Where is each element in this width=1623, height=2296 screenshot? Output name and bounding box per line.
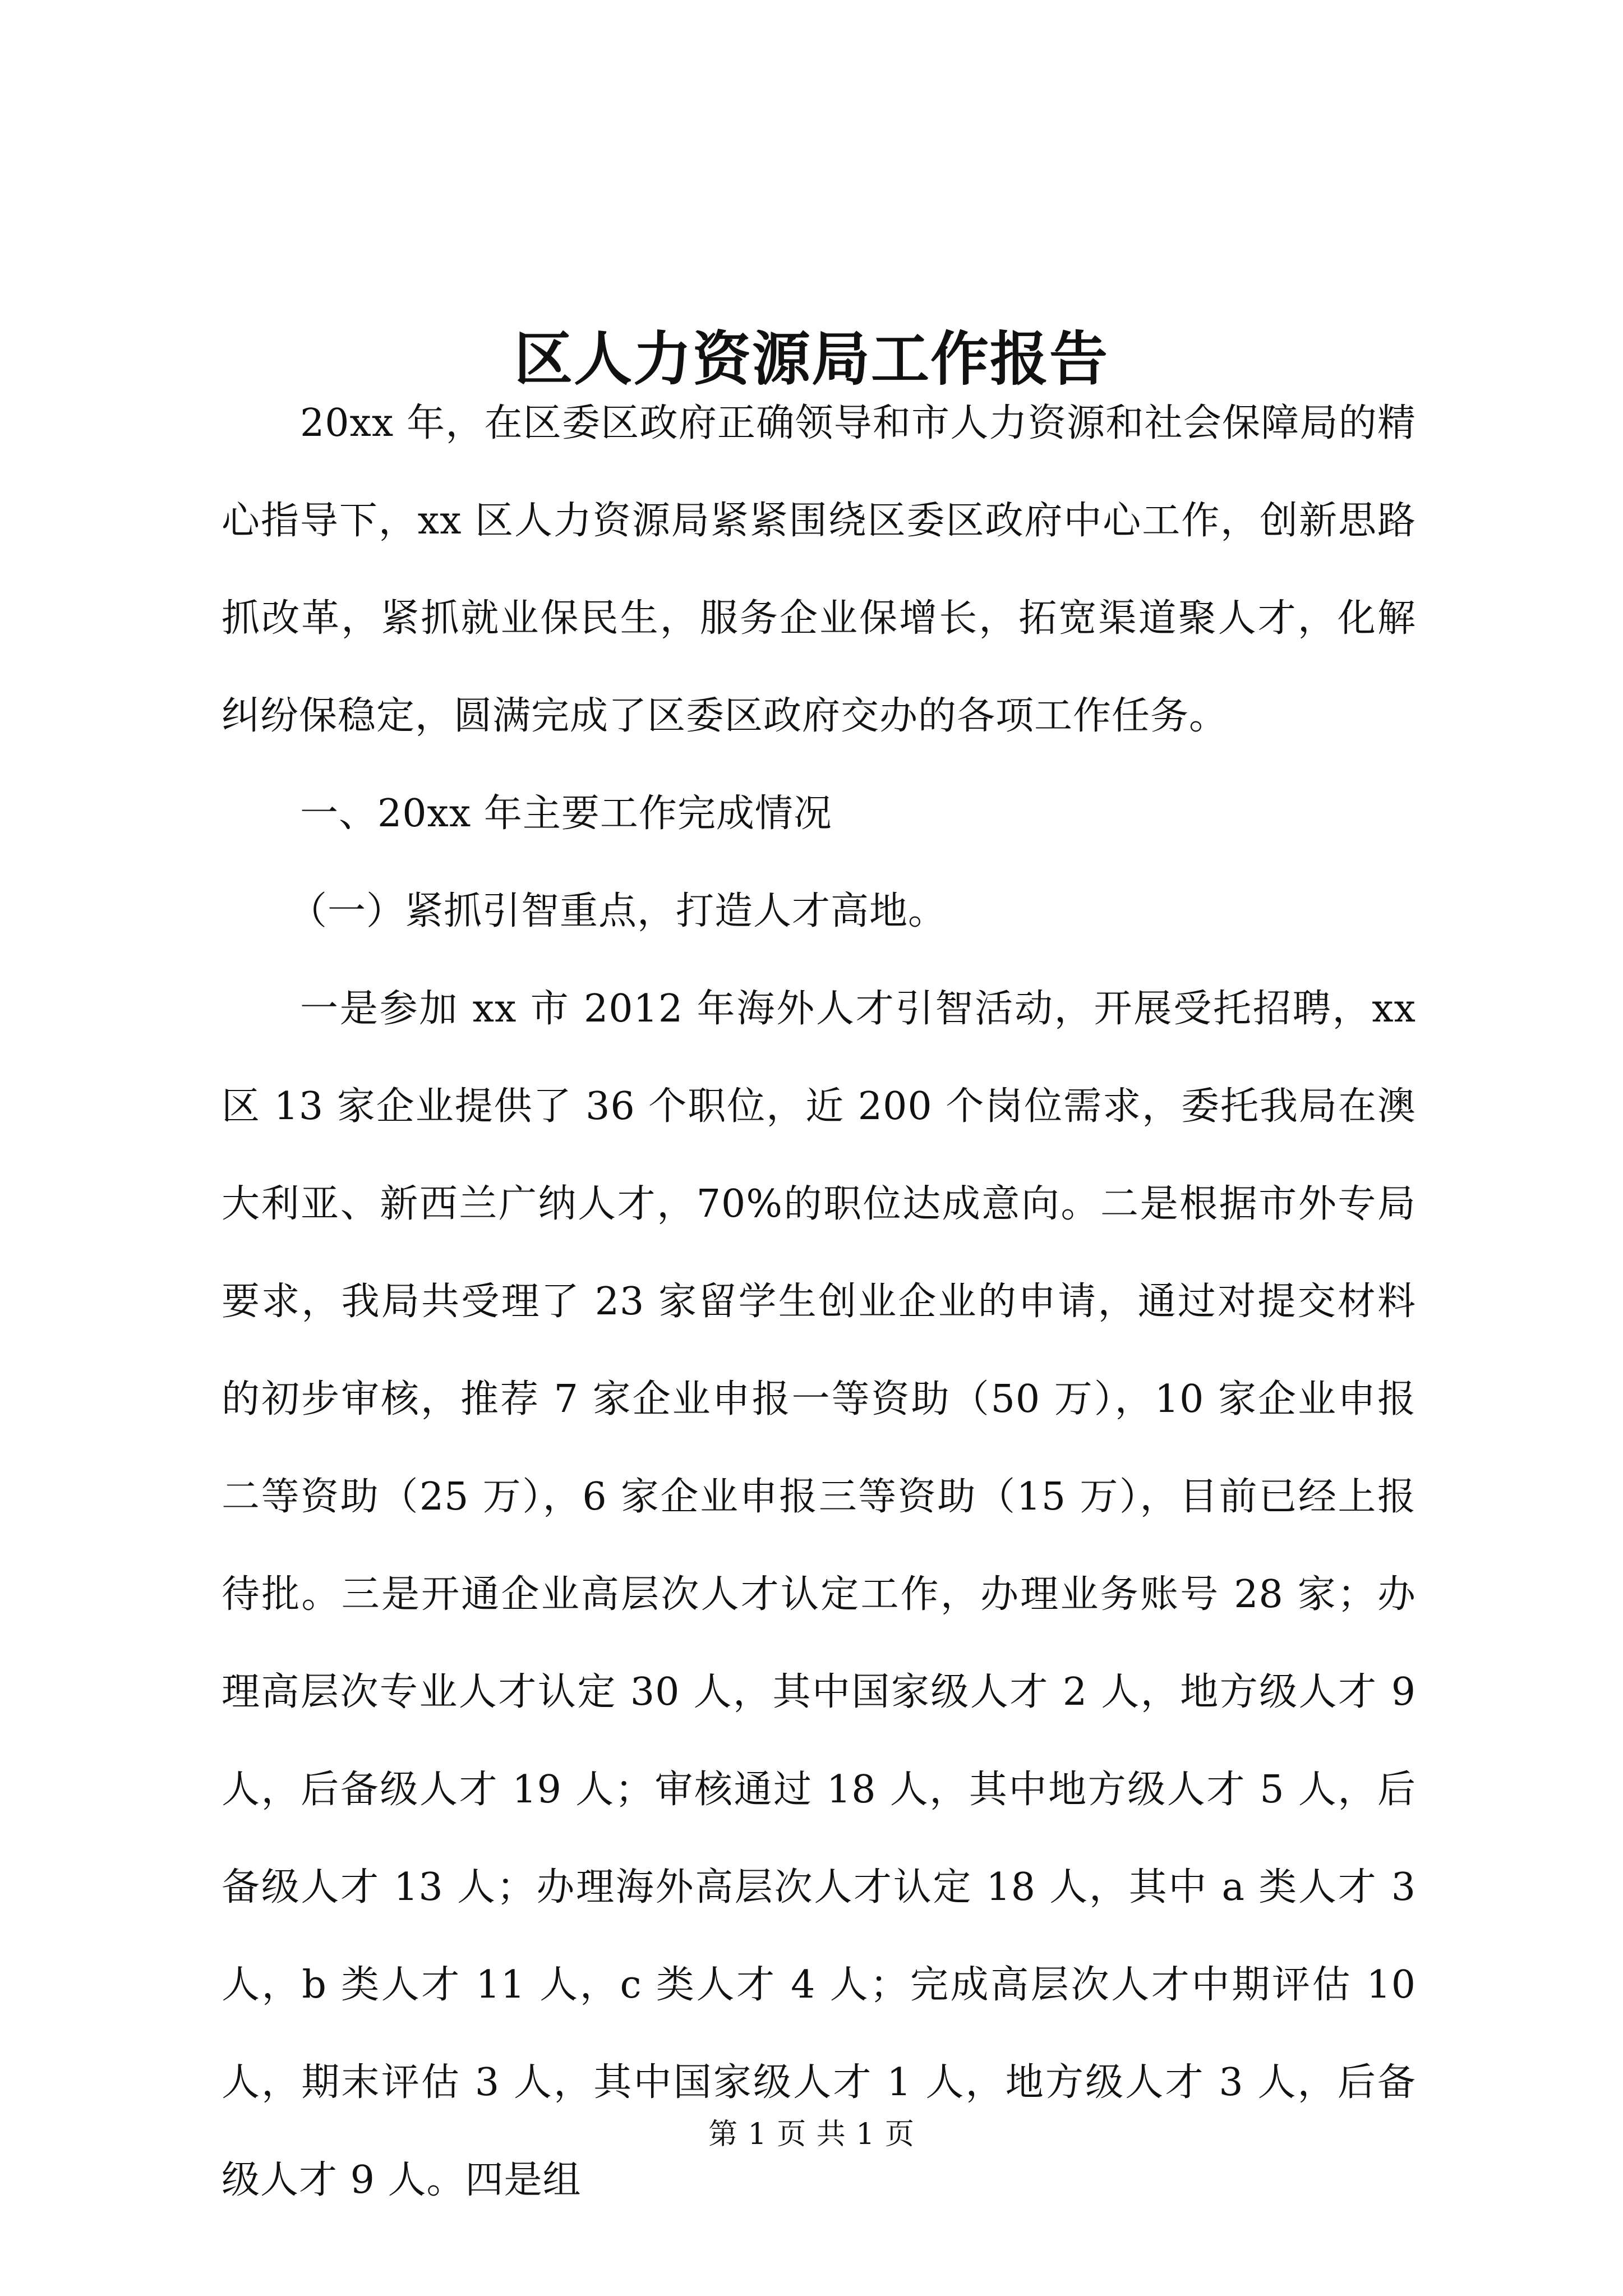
document-title: 区人力资源局工作报告 xyxy=(514,324,1109,393)
body-paragraph: 一是参加 xx 市 2012 年海外人才引智活动，开展受托招聘，xx 区 13 家企业提供了 36 个职位，近 200 个岗位需求，委托我局在澳大利亚、新西兰广纳人才，70%的职位达成意向。二是根据市外专局要求，我局共受理了 23 家留学生创业企业的申请，通过对提交材料的初步审核，推荐 7 家企业申报一等资助（50 万），10 家企业申报二等资助（25 万），6 家企业申报三等资助（15 万），目前已经上报待批。三是开通企业高层次人才认定工作，办理业务账号 28 家；办理高层次专业人才认定 30 人，其中国家级人才 2 人，地方级人才 9 人，后备级人才 19 人；审核通过 18 人，其中地方级人才 5 人，后备级人才 13 人；办理海外高层次人才认定 18 人，其中 a 类人才 3 人，b 类人才 11 人，c 类人才 4 人；完成高层次人才中期评估 10 人，期末评估 3 人，其中国家级人才 1 人，地方级人才 3 人，后备级人才 9 人。四是组 xyxy=(222,987,1416,2202)
subsection-heading: （一）紧抓引智重点，打造人才高地。 xyxy=(289,889,947,933)
page-footer: 第 1 页 共 1 页 xyxy=(708,2118,915,2151)
intro-paragraph: 20xx 年，在区委区政府正确领导和市人力资源和社会保障局的精心指导下，xx 区人力资源局紧紧围绕区委区政府中心工作，创新思路抓改革，紧抓就业保民生，服务企业保增长，拓宽渠道聚人才，化解纠纷保稳定，圆满完成了区委区政府交办的各项工作任务。 xyxy=(222,401,1417,738)
document-body xyxy=(222,375,1416,2229)
section-heading: 一、20xx 年主要工作完成情况 xyxy=(300,792,832,836)
